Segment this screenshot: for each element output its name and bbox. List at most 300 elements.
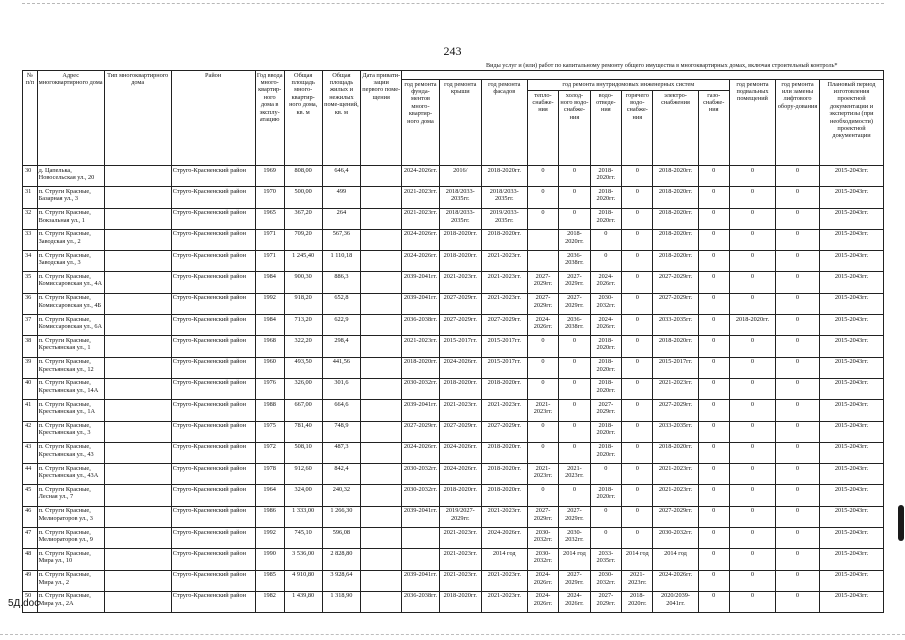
cell-elevator: 0 xyxy=(776,336,820,357)
cell-basement: 0 xyxy=(729,591,775,612)
cell-total-area: 3 536,00 xyxy=(284,549,322,570)
cell-roof: 2019/2027-2029гг. xyxy=(439,506,481,527)
table-row xyxy=(23,485,884,506)
cell-basement: 0 xyxy=(729,421,775,442)
table-row xyxy=(23,570,884,591)
cell-year-built: 1965 xyxy=(255,208,284,229)
page-number: 243 xyxy=(443,44,462,58)
table-row xyxy=(23,506,884,527)
cell-privatization xyxy=(361,421,402,442)
cell-gas: 0 xyxy=(698,528,729,549)
cell-district: Струго-Красненский район xyxy=(171,166,255,187)
cell-fund-repair: 2030-2032гг. xyxy=(402,378,440,399)
cell-roof: 2018-2020гг. xyxy=(439,251,481,272)
cell-num: 35 xyxy=(23,272,38,293)
cell-electric: 2021-2023гг. xyxy=(653,378,698,399)
cell-type xyxy=(104,485,171,506)
cell-fund-repair: 2027-2029гг. xyxy=(402,421,440,442)
cell-type xyxy=(104,464,171,485)
cell-total-area: 1 439,80 xyxy=(284,591,322,612)
cell-district: Струго-Красненский район xyxy=(171,421,255,442)
cell-basement: 0 xyxy=(729,464,775,485)
cell-address: п. Струги Красные, Мелиораторов ул., 3 xyxy=(37,506,104,527)
cell-residential-area: 1 110,18 xyxy=(322,251,361,272)
cell-fund-repair: 2021-2023гг. xyxy=(402,208,440,229)
cell-year-built: 1972 xyxy=(255,442,284,463)
cell-num: 49 xyxy=(23,570,38,591)
cell-roof: 2018-2020гг. xyxy=(439,591,481,612)
cell-type xyxy=(104,251,171,272)
table-row xyxy=(23,591,884,612)
cell-type xyxy=(104,229,171,250)
cell-cold-water: 0 xyxy=(559,166,590,187)
cell-basement: 0 xyxy=(729,166,775,187)
cell-residential-area: 487,3 xyxy=(322,442,361,463)
cell-docs: 2015-2043гг. xyxy=(820,336,884,357)
cell-heat: 0 xyxy=(527,378,558,399)
cell-district: Струго-Красненский район xyxy=(171,357,255,378)
cell-gas: 0 xyxy=(698,421,729,442)
cell-roof: 2027-2029гг. xyxy=(439,315,481,336)
cell-total-area: 918,20 xyxy=(284,293,322,314)
cell-basement: 0 xyxy=(729,293,775,314)
cell-fund-repair: 2039-2041гг. xyxy=(402,272,440,293)
cell-type xyxy=(104,357,171,378)
cell-cold-water: 0 xyxy=(559,357,590,378)
cell-electric: 2021-2023гг. xyxy=(653,485,698,506)
cell-sewer: 2027-2029гг. xyxy=(590,400,621,421)
header-engineering-group: год ремонта внутридомовых инженерных систем xyxy=(527,80,729,91)
cell-docs: 2015-2043гг. xyxy=(820,272,884,293)
cell-type xyxy=(104,378,171,399)
header-hot-water: горячего водо-снабже-ния xyxy=(622,91,653,166)
cell-docs: 2015-2043гг. xyxy=(820,485,884,506)
cell-elevator: 0 xyxy=(776,506,820,527)
table-row xyxy=(23,272,884,293)
cell-sewer: 0 xyxy=(590,464,621,485)
cell-gas: 0 xyxy=(698,336,729,357)
cell-year-built: 1982 xyxy=(255,591,284,612)
cell-address: д. Цапелька, Новосельская ул., 20 xyxy=(37,166,104,187)
cell-heat: 0 xyxy=(527,208,558,229)
header-residential-area: Общая площадь жилых и нежилых поме-щений, кв. м xyxy=(322,71,361,166)
cell-address: п. Струги Красные, Крестьянская ул., 3 xyxy=(37,421,104,442)
cell-privatization xyxy=(361,570,402,591)
cell-residential-area: 748,9 xyxy=(322,421,361,442)
cell-cold-water: 2021-2023гг. xyxy=(559,464,590,485)
cell-total-area: 500,00 xyxy=(284,187,322,208)
cell-heat: 0 xyxy=(527,421,558,442)
cell-num: 37 xyxy=(23,315,38,336)
cell-roof: 2018/2033-2035гг. xyxy=(439,187,481,208)
cell-roof: 2027-2029гг. xyxy=(439,421,481,442)
cell-sewer: 2018-2020гг. xyxy=(590,187,621,208)
cell-heat: 2021-2023гг. xyxy=(527,464,558,485)
cell-fund-repair: 2024-2026гг. xyxy=(402,251,440,272)
cell-num: 38 xyxy=(23,336,38,357)
cell-electric: 2015-2017гг. xyxy=(653,357,698,378)
cell-sewer: 2018-2020гг. xyxy=(590,485,621,506)
cell-roof: 2018-2020гг. xyxy=(439,229,481,250)
cell-heat: 2030-2032гг. xyxy=(527,528,558,549)
table-row xyxy=(23,293,884,314)
cell-electric: 2020/2039-2041гг. xyxy=(653,591,698,612)
cell-gas: 0 xyxy=(698,229,729,250)
cell-sewer: 2018-2020гг. xyxy=(590,166,621,187)
cell-basement: 2018-2020гг. xyxy=(729,315,775,336)
cell-district: Струго-Красненский район xyxy=(171,570,255,591)
cell-total-area: 322,20 xyxy=(284,336,322,357)
cell-address: п. Струги Красные, Мира ул., 2 xyxy=(37,570,104,591)
cell-facade: 2018-2020гг. xyxy=(481,378,527,399)
cell-electric: 2018-2020гг. xyxy=(653,442,698,463)
cell-residential-area: 240,32 xyxy=(322,485,361,506)
table-row xyxy=(23,464,884,485)
table-body xyxy=(23,166,884,613)
cell-gas: 0 xyxy=(698,485,729,506)
cell-fund-repair: 2036-2038гг. xyxy=(402,315,440,336)
cell-roof: 2024-2026гг. xyxy=(439,357,481,378)
cell-year-built: 1970 xyxy=(255,187,284,208)
cell-residential-area: 1 318,90 xyxy=(322,591,361,612)
cell-facade: 2021-2023гг. xyxy=(481,400,527,421)
cell-privatization xyxy=(361,357,402,378)
top-dashed-border xyxy=(22,3,884,4)
cell-roof: 2021-2023гг. xyxy=(439,400,481,421)
cell-type xyxy=(104,421,171,442)
table-row xyxy=(23,315,884,336)
cell-facade: 2019/2033-2035гг. xyxy=(481,208,527,229)
cell-elevator: 0 xyxy=(776,549,820,570)
cell-heat: 0 xyxy=(527,336,558,357)
cell-residential-area: 842,4 xyxy=(322,464,361,485)
cell-sewer: 2027-2029гг. xyxy=(590,591,621,612)
cell-cold-water: 2030-2032гг. xyxy=(559,528,590,549)
cell-total-area: 745,10 xyxy=(284,528,322,549)
cell-privatization xyxy=(361,187,402,208)
cell-type xyxy=(104,293,171,314)
cell-fund-repair xyxy=(402,549,440,570)
cell-basement: 0 xyxy=(729,251,775,272)
cell-elevator: 0 xyxy=(776,251,820,272)
cell-gas: 0 xyxy=(698,315,729,336)
cell-cold-water: 2024-2026гг. xyxy=(559,591,590,612)
cell-residential-area: 298,4 xyxy=(322,336,361,357)
cell-facade: 2018-2020гг. xyxy=(481,442,527,463)
cell-heat: 0 xyxy=(527,166,558,187)
header-docs: Плановый период изготовления проектной документации и экспертизы (при необходимости) проектной документации xyxy=(820,80,884,166)
cell-cold-water: 2027-2029гг. xyxy=(559,570,590,591)
cell-cold-water: 2027-2029гг. xyxy=(559,293,590,314)
cell-total-area: 1 333,00 xyxy=(284,506,322,527)
cell-district: Струго-Красненский район xyxy=(171,549,255,570)
cell-facade: 2024-2026гг. xyxy=(481,528,527,549)
cell-facade: 2015-2017гг. xyxy=(481,336,527,357)
cell-address: п. Струги Красные, Мира ул., 10 xyxy=(37,549,104,570)
cell-address: п. Струги Красные, Крестьянская ул., 14А xyxy=(37,378,104,399)
cell-residential-area: 664,6 xyxy=(322,400,361,421)
cell-electric: 2018-2020гг. xyxy=(653,187,698,208)
cell-fund-repair: 2039-2041гг. xyxy=(402,400,440,421)
header-roof: год ремонта крыши xyxy=(439,80,481,166)
header-total-area: Общая площадь много-квартир-ного дома, кв. м xyxy=(284,71,322,166)
cell-gas: 0 xyxy=(698,378,729,399)
cell-heat xyxy=(527,229,558,250)
cell-elevator: 0 xyxy=(776,378,820,399)
cell-type xyxy=(104,528,171,549)
cell-roof: 2021-2023гг. xyxy=(439,272,481,293)
cell-facade: 2021-2023гг. xyxy=(481,506,527,527)
cell-residential-area: 652,8 xyxy=(322,293,361,314)
cell-privatization xyxy=(361,208,402,229)
cell-year-built: 1971 xyxy=(255,229,284,250)
header-district: Район xyxy=(171,71,255,166)
cell-fund-repair: 2021-2023гг. xyxy=(402,336,440,357)
cell-residential-area: 301,6 xyxy=(322,378,361,399)
cell-fund-repair: 2021-2023гг. xyxy=(402,187,440,208)
cell-heat: 0 xyxy=(527,187,558,208)
header-fund-repair: год ремонта фунда-ментов много-квартир-ного дома xyxy=(402,80,440,166)
table-row xyxy=(23,528,884,549)
cell-year-built: 1964 xyxy=(255,485,284,506)
cell-docs: 2015-2043гг. xyxy=(820,187,884,208)
cell-basement: 0 xyxy=(729,336,775,357)
cell-facade: 2021-2023гг. xyxy=(481,272,527,293)
cell-basement: 0 xyxy=(729,357,775,378)
cell-cold-water: 0 xyxy=(559,208,590,229)
cell-type xyxy=(104,591,171,612)
cell-docs: 2015-2043гг. xyxy=(820,357,884,378)
cell-privatization xyxy=(361,549,402,570)
header-basement: год ремонта подвальных помещений xyxy=(729,80,775,166)
cell-privatization xyxy=(361,442,402,463)
cell-sewer: 2018-2020гг. xyxy=(590,357,621,378)
cell-district: Струго-Красненский район xyxy=(171,442,255,463)
cell-num: 39 xyxy=(23,357,38,378)
cell-electric: 2027-2029гг. xyxy=(653,293,698,314)
cell-electric: 2018-2020гг. xyxy=(653,229,698,250)
cell-year-built: 1986 xyxy=(255,506,284,527)
cell-year-built: 1976 xyxy=(255,378,284,399)
cell-type xyxy=(104,570,171,591)
cell-district: Струго-Красненский район xyxy=(171,187,255,208)
cell-facade: 2018/2033-2035гг. xyxy=(481,187,527,208)
cell-hot-water: 0 xyxy=(622,485,653,506)
cell-gas: 0 xyxy=(698,549,729,570)
cell-sewer: 2018-2020гг. xyxy=(590,421,621,442)
cell-roof: 2015-2017гг. xyxy=(439,336,481,357)
cell-address: п. Струги Красные, Крестьянская ул., 43 xyxy=(37,442,104,463)
cell-num: 36 xyxy=(23,293,38,314)
cell-num: 45 xyxy=(23,485,38,506)
header-works-group xyxy=(402,71,884,80)
cell-hot-water: 0 xyxy=(622,421,653,442)
cell-cold-water: 2018-2020гг. xyxy=(559,229,590,250)
cell-gas: 0 xyxy=(698,357,729,378)
cell-district: Струго-Красненский район xyxy=(171,293,255,314)
cell-total-area: 324,00 xyxy=(284,485,322,506)
cell-residential-area: 441,56 xyxy=(322,357,361,378)
cell-address: п. Струги Красные, Заводская ул., 2 xyxy=(37,229,104,250)
cell-residential-area: 886,3 xyxy=(322,272,361,293)
cell-num: 42 xyxy=(23,421,38,442)
table-row xyxy=(23,208,884,229)
cell-docs: 2015-2043гг. xyxy=(820,315,884,336)
cell-hot-water: 0 xyxy=(622,528,653,549)
table-row xyxy=(23,442,884,463)
cell-num: 48 xyxy=(23,549,38,570)
cell-facade: 2021-2023гг. xyxy=(481,591,527,612)
cell-address: п. Струги Красные, Крестьянская ул., 12 xyxy=(37,357,104,378)
cell-fund-repair: 2039-2041гг. xyxy=(402,570,440,591)
cell-address: п. Струги Красные, Вокзальная ул., 1 xyxy=(37,208,104,229)
cell-type xyxy=(104,400,171,421)
cell-cold-water: 0 xyxy=(559,421,590,442)
cell-sewer: 0 xyxy=(590,506,621,527)
cell-residential-area: 264 xyxy=(322,208,361,229)
cell-district: Струго-Красненский район xyxy=(171,506,255,527)
cell-gas: 0 xyxy=(698,293,729,314)
cell-facade: 2021-2023гг. xyxy=(481,570,527,591)
cell-gas: 0 xyxy=(698,400,729,421)
cell-privatization xyxy=(361,336,402,357)
cell-address: п. Струги Красные, Крестьянская ул., 1А xyxy=(37,400,104,421)
cell-hot-water: 0 xyxy=(622,315,653,336)
cell-sewer: 2030-2032гг. xyxy=(590,293,621,314)
cell-electric: 2027-2029гг. xyxy=(653,272,698,293)
cell-hot-water: 0 xyxy=(622,208,653,229)
cell-cold-water: 2036-2038гг. xyxy=(559,251,590,272)
footer-filename: 5Д.doc xyxy=(8,598,40,609)
cell-num: 31 xyxy=(23,187,38,208)
cell-roof: 2024-2026гг. xyxy=(439,464,481,485)
cell-sewer: 2018-2020гг. xyxy=(590,442,621,463)
cell-type xyxy=(104,442,171,463)
header-type: Тип многоквартирного дома xyxy=(104,71,171,166)
cell-gas: 0 xyxy=(698,251,729,272)
table-row xyxy=(23,378,884,399)
cell-elevator: 0 xyxy=(776,229,820,250)
cell-hot-water: 0 xyxy=(622,442,653,463)
header-gas: газо-снабже-ния xyxy=(698,91,729,166)
table-row xyxy=(23,166,884,187)
cell-docs: 2015-2043гг. xyxy=(820,208,884,229)
cell-address: п. Струги Красные, Комиссаровская ул., 4Б xyxy=(37,293,104,314)
cell-docs: 2015-2043гг. xyxy=(820,166,884,187)
cell-facade: 2027-2029гг. xyxy=(481,421,527,442)
cell-total-area: 713,20 xyxy=(284,315,322,336)
cell-type xyxy=(104,336,171,357)
cell-privatization xyxy=(361,485,402,506)
cell-fund-repair: 2024-2026гг. xyxy=(402,442,440,463)
cell-num: 47 xyxy=(23,528,38,549)
cell-address: п. Струги Красные, Мелиораторов ул., 9 xyxy=(37,528,104,549)
cell-gas: 0 xyxy=(698,464,729,485)
cell-roof: 2021-2023гг. xyxy=(439,528,481,549)
cell-roof: 2021-2023гг. xyxy=(439,570,481,591)
cell-privatization xyxy=(361,166,402,187)
cell-facade: 2015-2017гг. xyxy=(481,357,527,378)
cell-district: Струго-Красненский район xyxy=(171,251,255,272)
cell-num: 41 xyxy=(23,400,38,421)
cell-total-area: 667,00 xyxy=(284,400,322,421)
cell-total-area: 912,60 xyxy=(284,464,322,485)
cell-sewer: 0 xyxy=(590,229,621,250)
cell-hot-water: 0 xyxy=(622,378,653,399)
cell-address: п. Струги Красные, Лесная ул., 7 xyxy=(37,485,104,506)
cell-cold-water: 0 xyxy=(559,442,590,463)
cell-cold-water: 2027-2029гг. xyxy=(559,506,590,527)
cell-electric: 2018-2020гг. xyxy=(653,166,698,187)
binder-hole-mark xyxy=(898,505,904,541)
cell-basement: 0 xyxy=(729,442,775,463)
cell-gas: 0 xyxy=(698,208,729,229)
cell-hot-water: 2018-2020гг. xyxy=(622,591,653,612)
cell-facade: 2021-2023гг. xyxy=(481,293,527,314)
cell-total-area: 1 245,40 xyxy=(284,251,322,272)
cell-basement: 0 xyxy=(729,400,775,421)
cell-gas: 0 xyxy=(698,272,729,293)
cell-roof: 2027-2029гг. xyxy=(439,293,481,314)
cell-residential-area: 1 266,30 xyxy=(322,506,361,527)
cell-heat: 2024-2026гг. xyxy=(527,591,558,612)
cell-electric: 2024-2026гг. xyxy=(653,570,698,591)
header-year-built: Год ввода много-квартир-ного дома в эксплу-атацию xyxy=(255,71,284,166)
cell-type xyxy=(104,549,171,570)
cell-privatization xyxy=(361,506,402,527)
cell-district: Струго-Красненский район xyxy=(171,378,255,399)
cell-basement: 0 xyxy=(729,187,775,208)
cell-electric: 2030-2032гг. xyxy=(653,528,698,549)
cell-facade: 2027-2029гг. xyxy=(481,315,527,336)
table-row xyxy=(23,357,884,378)
cell-address: п. Струги Красные, Комиссаровская ул., 6А xyxy=(37,315,104,336)
cell-roof: 2024-2026гг. xyxy=(439,442,481,463)
cell-privatization xyxy=(361,528,402,549)
table-row xyxy=(23,187,884,208)
cell-total-area: 367,20 xyxy=(284,208,322,229)
cell-basement: 0 xyxy=(729,549,775,570)
cell-facade: 2018-2020гг. xyxy=(481,229,527,250)
cell-year-built: 1960 xyxy=(255,357,284,378)
cell-docs: 2015-2043гг. xyxy=(820,570,884,591)
services-heading-note: Виды услуг и (или) работ по капитальному ремонту общего имущества в многоквартирных домах, включая строительный контроль* xyxy=(486,62,838,69)
header-facade: год ремонта фасадов xyxy=(481,80,527,166)
cell-district: Струго-Красненский район xyxy=(171,400,255,421)
cell-residential-area: 2 828,80 xyxy=(322,549,361,570)
bottom-dashed-border xyxy=(0,634,905,635)
cell-num: 50 xyxy=(23,591,38,612)
cell-docs: 2015-2043гг. xyxy=(820,506,884,527)
cell-heat xyxy=(527,251,558,272)
cell-total-area: 508,10 xyxy=(284,442,322,463)
cell-elevator: 0 xyxy=(776,208,820,229)
cell-residential-area: 596,08 xyxy=(322,528,361,549)
cell-gas: 0 xyxy=(698,187,729,208)
cell-electric: 2033-2035гг. xyxy=(653,421,698,442)
cell-docs: 2015-2043гг. xyxy=(820,400,884,421)
cell-sewer: 2024-2026гг. xyxy=(590,315,621,336)
cell-gas: 0 xyxy=(698,442,729,463)
cell-year-built: 1984 xyxy=(255,272,284,293)
cell-district: Струго-Красненский район xyxy=(171,528,255,549)
cell-district: Струго-Красненский район xyxy=(171,315,255,336)
cell-district: Струго-Красненский район xyxy=(171,591,255,612)
cell-cold-water: 0 xyxy=(559,378,590,399)
cell-elevator: 0 xyxy=(776,485,820,506)
cell-fund-repair: 2030-2032гг. xyxy=(402,485,440,506)
cell-total-area: 326,00 xyxy=(284,378,322,399)
